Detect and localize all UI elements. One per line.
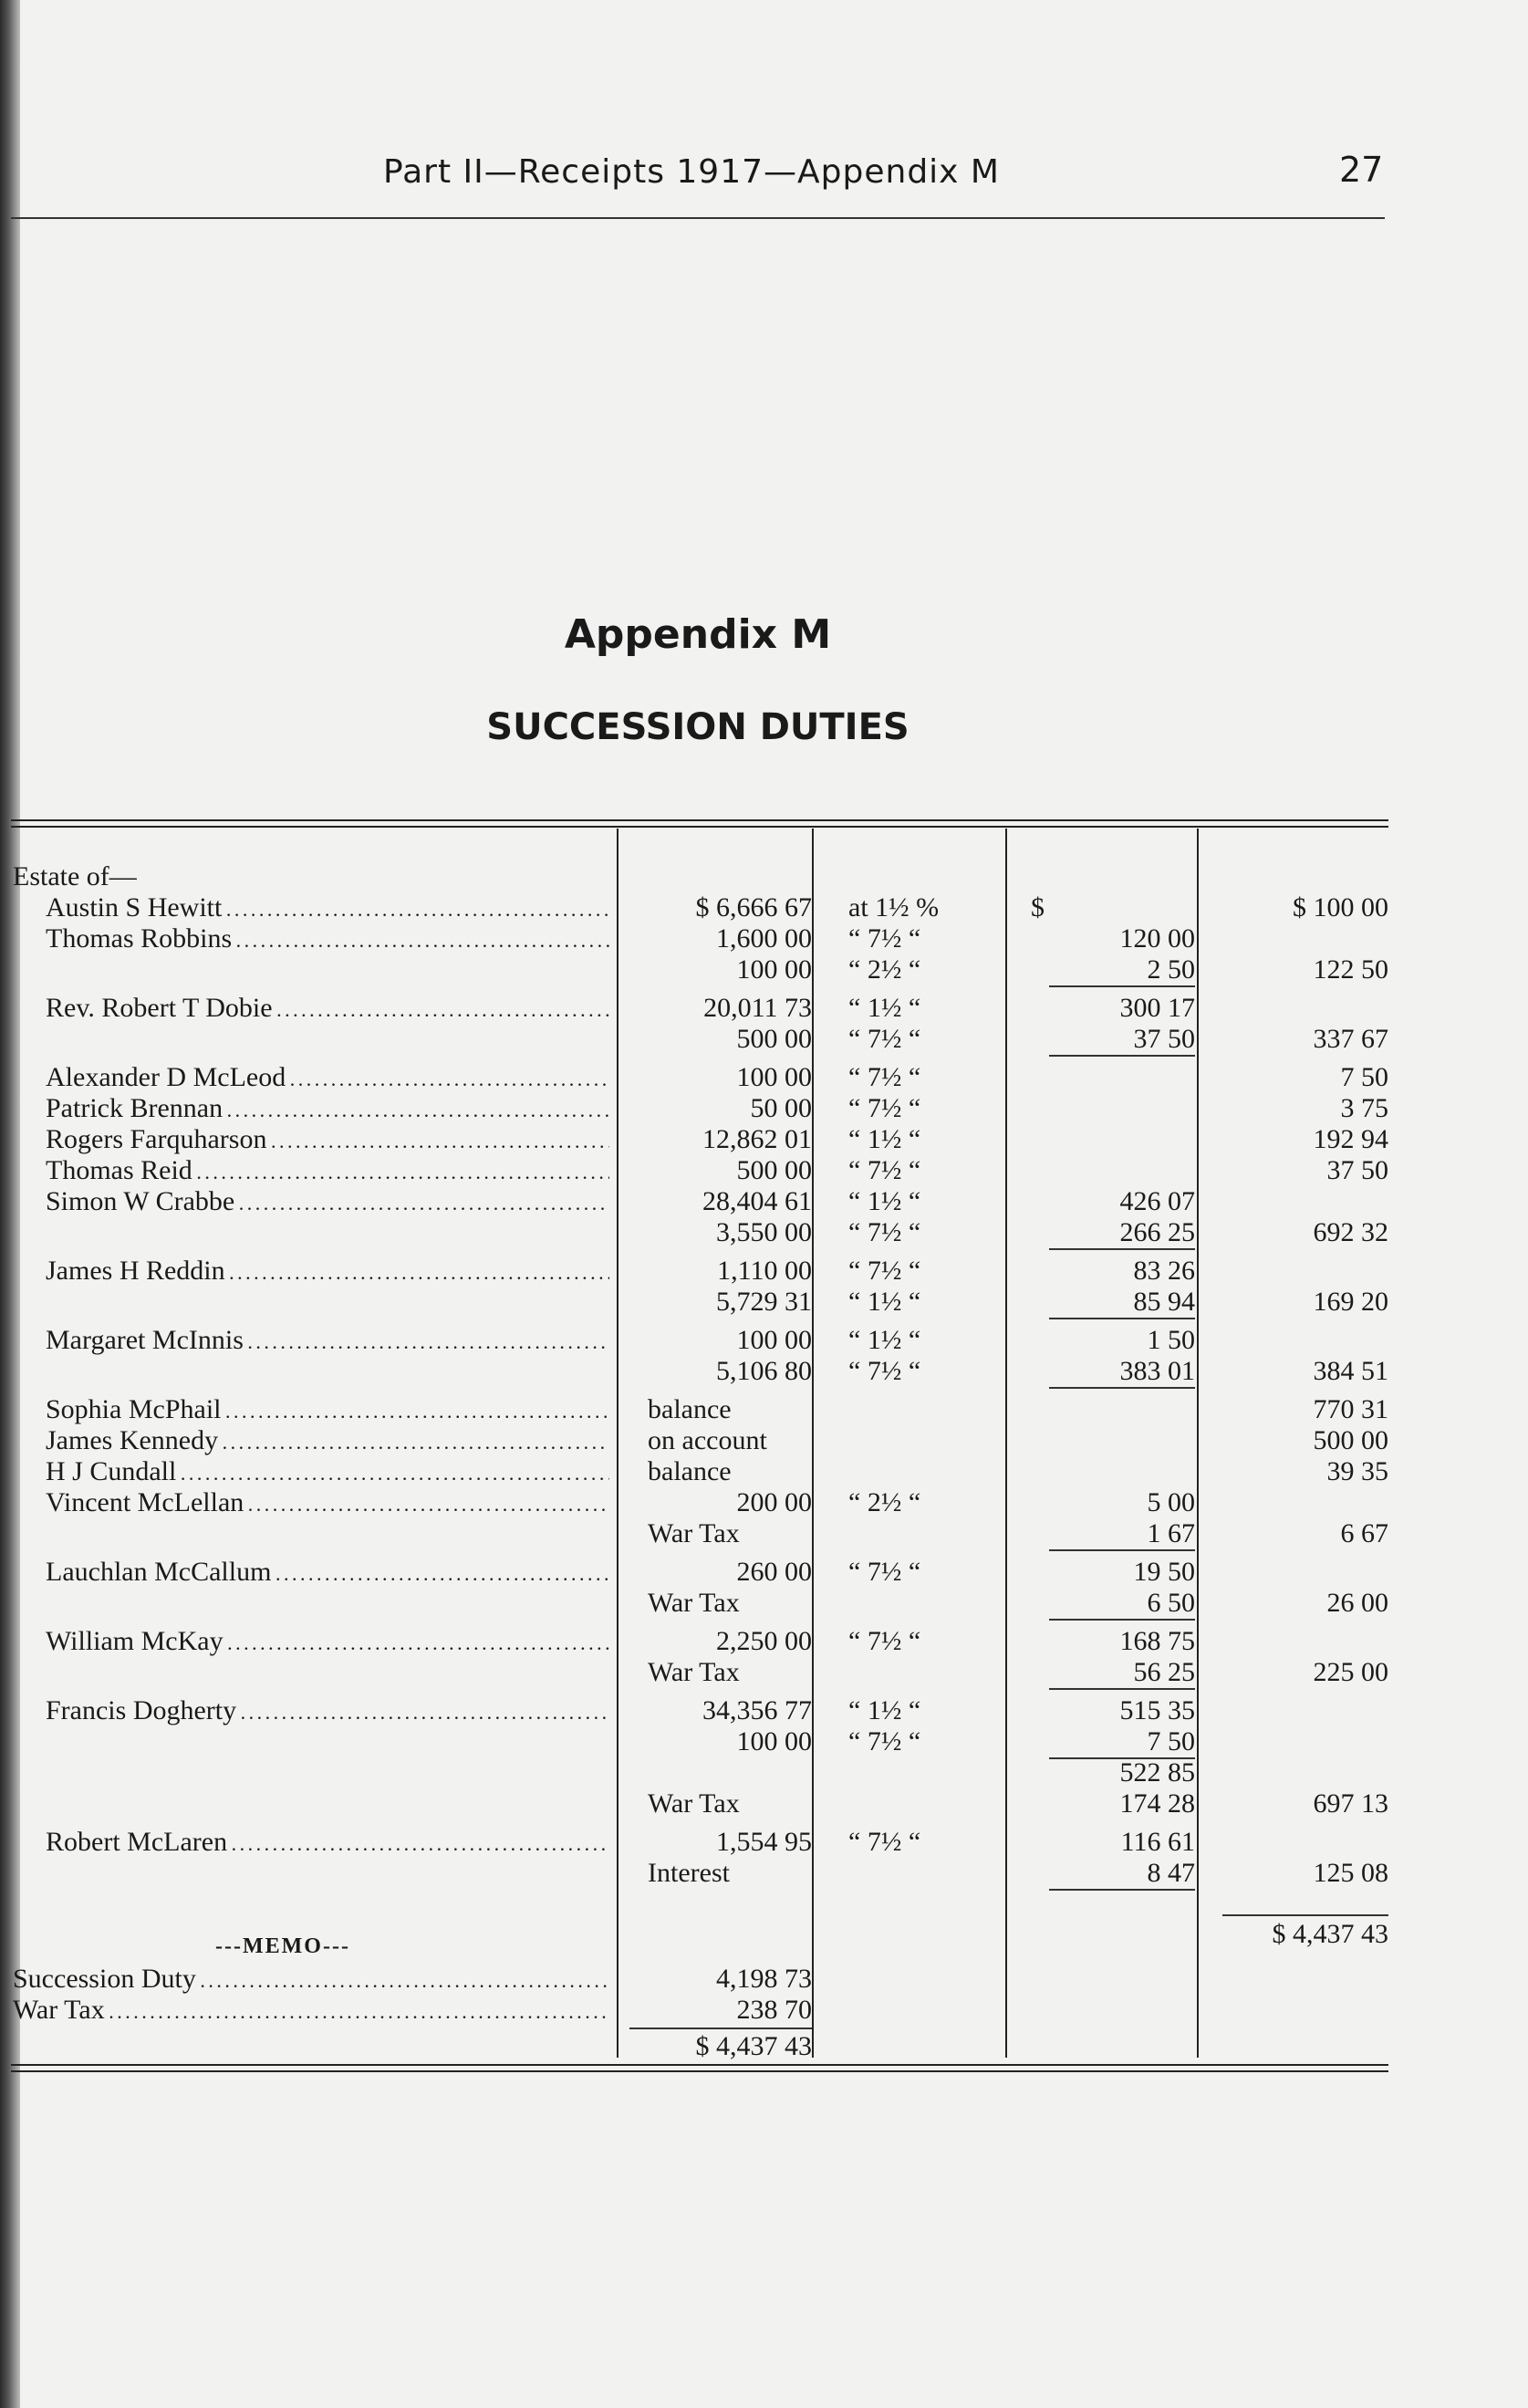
estate-amount: $ 6,666 67 xyxy=(695,892,812,923)
duty-rate: “ 1½ “ xyxy=(848,1124,921,1154)
estate-amount: 500 00 xyxy=(736,1155,812,1185)
duty-amount: 515 35 xyxy=(1119,1695,1195,1725)
estate-label: Estate of— xyxy=(13,861,137,891)
estate-total: 26 00 xyxy=(1326,1588,1388,1618)
duty-rate: “ 7½ “ xyxy=(848,1062,921,1092)
column-divider xyxy=(617,829,618,2058)
subtotal-rule xyxy=(1049,1318,1195,1319)
estate-name: Patrick Brennan . . . xyxy=(46,1093,609,1126)
duty-rate: “ 7½ “ xyxy=(848,1155,921,1185)
estate-name: James Kennedy . . . xyxy=(46,1425,609,1458)
estate-amount: 100 00 xyxy=(736,954,812,985)
grand-total: $ 4,437 43 xyxy=(1272,1919,1388,1949)
duty-rate: “ 2½ “ xyxy=(848,954,921,985)
duty-amount: 83 26 xyxy=(1133,1256,1195,1286)
estate-name: H J Cundall . . . xyxy=(46,1456,609,1489)
total-rule xyxy=(1222,1914,1388,1916)
estate-amount: War Tax xyxy=(648,1588,740,1618)
duty-amount: 56 25 xyxy=(1133,1657,1195,1687)
duty-amount: 522 85 xyxy=(1119,1757,1195,1788)
estate-amount: 100 00 xyxy=(736,1726,812,1756)
memo-succession-duty-amount: 4,198 73 xyxy=(716,1964,812,1994)
estate-amount: 1,110 00 xyxy=(717,1256,812,1286)
estate-name: Austin S Hewitt . . . xyxy=(46,892,609,925)
estate-amount: on account xyxy=(648,1425,767,1455)
memo-total-rule xyxy=(629,2028,812,2029)
estate-amount: 28,404 61 xyxy=(702,1186,812,1216)
estate-name: Francis Dogherty . . . xyxy=(46,1695,609,1728)
duty-amount: 168 75 xyxy=(1119,1626,1195,1656)
duty-rate: “ 7½ “ xyxy=(848,1827,921,1857)
estate-name: Robert McLaren . . . xyxy=(46,1827,609,1860)
memo-heading: ---MEMO--- xyxy=(215,1934,350,1958)
estate-name: Thomas Reid . . . xyxy=(46,1155,609,1188)
estate-total: 169 20 xyxy=(1313,1287,1388,1317)
estate-amount: 1,554 95 xyxy=(716,1827,812,1857)
duty-rate: “ 1½ “ xyxy=(848,1186,921,1216)
estate-amount: 5,106 80 xyxy=(716,1356,812,1386)
duty-amount: 174 28 xyxy=(1119,1788,1195,1819)
estate-amount: 50 00 xyxy=(750,1093,812,1123)
duty-rate: “ 7½ “ xyxy=(848,1093,921,1123)
estate-name: Vincent McLellan . . . xyxy=(46,1487,609,1520)
estate-total: 39 35 xyxy=(1326,1456,1388,1486)
subtotal-rule xyxy=(1049,1889,1195,1891)
subtotal-rule xyxy=(1049,1688,1195,1690)
column-divider xyxy=(1005,829,1007,2058)
estate-name: James H Reddin . . . xyxy=(46,1256,609,1288)
estate-total: 692 32 xyxy=(1313,1217,1388,1247)
estate-name: Margaret McInnis . . . xyxy=(46,1325,609,1358)
subtotal-rule xyxy=(1049,1619,1195,1621)
duty-rate: “ 1½ “ xyxy=(848,993,921,1023)
duty-amount: 266 25 xyxy=(1119,1217,1195,1247)
estate-amount: Interest xyxy=(648,1858,730,1888)
estate-total: 337 67 xyxy=(1313,1024,1388,1054)
estate-amount: 20,011 73 xyxy=(703,993,812,1023)
estate-total: 125 08 xyxy=(1313,1858,1388,1888)
estate-amount: 34,356 77 xyxy=(702,1695,812,1725)
duty-amount: 300 17 xyxy=(1119,993,1195,1023)
estate-total: 225 00 xyxy=(1313,1657,1388,1687)
memo-war-tax-amount: 238 70 xyxy=(736,1995,812,2025)
estate-amount: 2,250 00 xyxy=(716,1626,812,1656)
duty-amount: 120 00 xyxy=(1119,923,1195,954)
estate-total: 122 50 xyxy=(1313,954,1388,985)
header-rule xyxy=(11,217,1385,219)
estate-amount: balance xyxy=(648,1394,732,1424)
duty-rate: “ 7½ “ xyxy=(848,1626,921,1656)
estate-amount: 1,600 00 xyxy=(716,923,812,954)
estate-total: 3 75 xyxy=(1340,1093,1388,1123)
estate-amount: 12,862 01 xyxy=(702,1124,812,1154)
table-top-rule-2 xyxy=(11,826,1388,828)
section-subtitle: SUCCESSION DUTIES xyxy=(486,706,910,748)
estate-total: 7 50 xyxy=(1340,1062,1388,1092)
table-bottom-rule-2 xyxy=(11,2070,1388,2072)
duty-amount: 7 50 xyxy=(1147,1726,1195,1756)
subtotal-rule xyxy=(1049,1387,1195,1389)
estate-total: 6 67 xyxy=(1340,1518,1388,1548)
estate-total: 384 51 xyxy=(1313,1356,1388,1386)
subtotal-rule xyxy=(1049,1549,1195,1551)
estate-amount: 200 00 xyxy=(736,1487,812,1517)
subtotal-rule xyxy=(1049,1248,1195,1250)
estate-name: Simon W Crabbe . . . xyxy=(46,1186,609,1219)
duty-amount: 37 50 xyxy=(1133,1024,1195,1054)
page-number: 27 xyxy=(1339,150,1384,190)
subtotal-rule xyxy=(1049,985,1195,987)
memo-succession-duty-label: Succession Duty . . . xyxy=(13,1964,609,1996)
duty-rate: “ 1½ “ xyxy=(848,1325,921,1355)
column-divider xyxy=(812,829,814,2058)
estate-total: 770 31 xyxy=(1313,1394,1388,1424)
estate-name: Thomas Robbins . . . xyxy=(46,923,609,956)
duty-rate: “ 7½ “ xyxy=(848,1256,921,1286)
estate-total: $ 100 00 xyxy=(1293,892,1388,923)
estate-amount: 100 00 xyxy=(736,1325,812,1355)
duty-rate: “ 7½ “ xyxy=(848,1557,921,1587)
estate-name: Rogers Farquharson . . . xyxy=(46,1124,609,1157)
subtotal-rule xyxy=(1049,1055,1195,1057)
duty-rate: “ 2½ “ xyxy=(848,1487,921,1517)
estate-amount: 500 00 xyxy=(736,1024,812,1054)
duty-amount: 1 67 xyxy=(1147,1518,1195,1548)
table-bottom-rule xyxy=(11,2064,1388,2066)
estate-amount: 5,729 31 xyxy=(716,1287,812,1317)
estate-amount: 260 00 xyxy=(736,1557,812,1587)
estate-name: Rev. Robert T Dobie . . . xyxy=(46,993,609,1026)
duty-amount: 426 07 xyxy=(1119,1186,1195,1216)
duty-amount: 116 61 xyxy=(1120,1827,1195,1857)
duty-rate: “ 1½ “ xyxy=(848,1695,921,1725)
duty-rate: “ 7½ “ xyxy=(848,923,921,954)
duty-amount: 2 50 xyxy=(1147,954,1195,985)
currency-symbol: $ xyxy=(1031,892,1045,923)
estate-amount: balance xyxy=(648,1456,732,1486)
duty-amount: 1 50 xyxy=(1147,1325,1195,1355)
estate-total: 37 50 xyxy=(1326,1155,1388,1185)
column-divider xyxy=(1197,829,1199,2058)
table-top-rule xyxy=(11,819,1388,821)
duty-amount: 5 00 xyxy=(1147,1487,1195,1517)
estate-amount: War Tax xyxy=(648,1518,740,1548)
book-spine-shadow xyxy=(0,0,20,2408)
estate-amount: War Tax xyxy=(648,1788,740,1819)
running-head: Part II—Receipts 1917—Appendix M xyxy=(383,153,1000,191)
estate-name: Alexander D McLeod . . . xyxy=(46,1062,609,1095)
duty-amount: 85 94 xyxy=(1133,1287,1195,1317)
estate-name: Lauchlan McCallum . . . xyxy=(46,1557,609,1590)
duty-rate: at 1½ % xyxy=(848,892,940,923)
estate-name: William McKay . . . xyxy=(46,1626,609,1659)
estate-total: 697 13 xyxy=(1313,1788,1388,1819)
estate-total: 500 00 xyxy=(1313,1425,1388,1455)
duty-rate: “ 7½ “ xyxy=(848,1217,921,1247)
duty-amount: 6 50 xyxy=(1147,1588,1195,1618)
estate-amount: War Tax xyxy=(648,1657,740,1687)
duty-rate: “ 1½ “ xyxy=(848,1287,921,1317)
appendix-title: Appendix M xyxy=(564,611,832,658)
duty-rate: “ 7½ “ xyxy=(848,1356,921,1386)
memo-war-tax-label: War Tax . . . xyxy=(13,1995,609,2028)
estate-amount: 100 00 xyxy=(736,1062,812,1092)
duty-rate: “ 7½ “ xyxy=(848,1024,921,1054)
memo-total: $ 4,437 43 xyxy=(695,2031,812,2061)
duty-amount: 8 47 xyxy=(1147,1858,1195,1888)
duty-amount: 19 50 xyxy=(1133,1557,1195,1587)
estate-total: 192 94 xyxy=(1313,1124,1388,1154)
duty-rate: “ 7½ “ xyxy=(848,1726,921,1756)
estate-name: Sophia McPhail . . . xyxy=(46,1394,609,1427)
estate-amount: 3,550 00 xyxy=(716,1217,812,1247)
duty-amount: 383 01 xyxy=(1119,1356,1195,1386)
